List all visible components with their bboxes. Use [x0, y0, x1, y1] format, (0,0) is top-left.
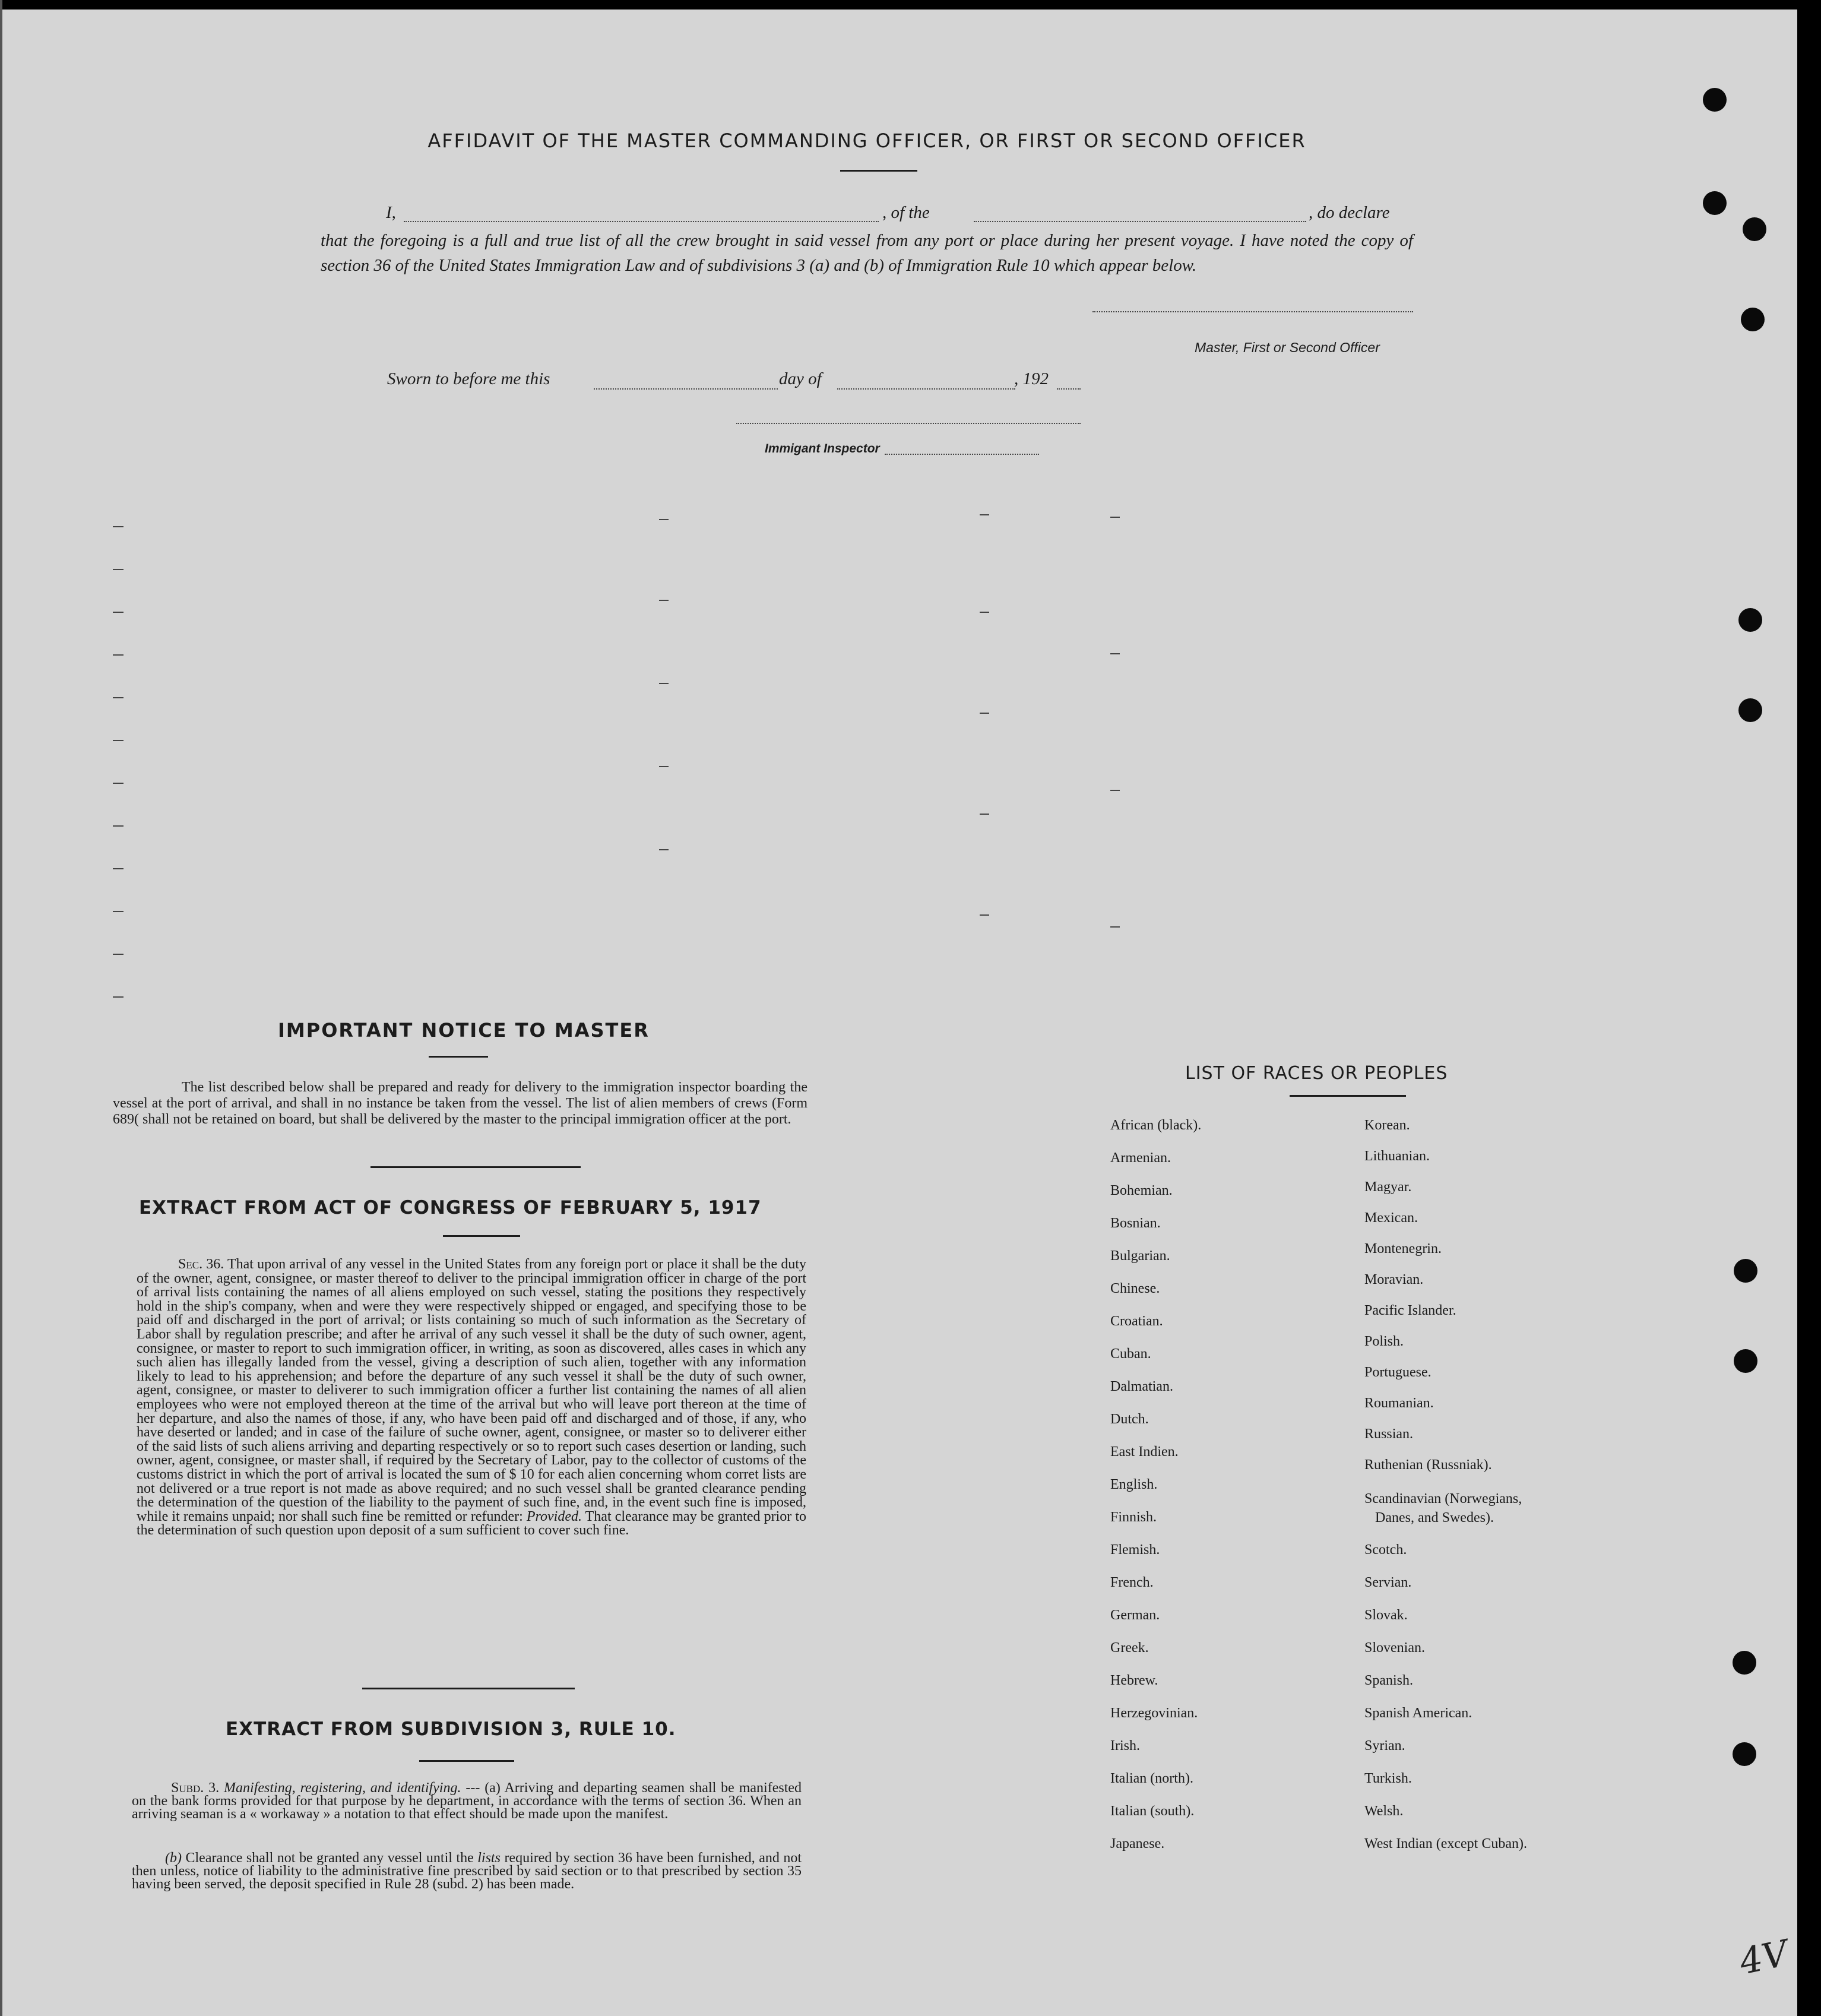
form-tick	[659, 766, 669, 767]
binder-hole	[1741, 308, 1765, 331]
binder-hole	[1703, 88, 1727, 112]
race-item: Roumanian.	[1364, 1395, 1434, 1411]
race-item: Japanese.	[1110, 1836, 1165, 1852]
race-item: Scotch.	[1364, 1542, 1407, 1558]
race-item: French.	[1110, 1575, 1154, 1590]
form-tick	[659, 600, 669, 601]
race-item: Herzegovinian.	[1110, 1705, 1198, 1721]
form-tick	[113, 783, 123, 784]
form-tick	[980, 514, 989, 515]
binder-hole	[1738, 608, 1762, 632]
race-item: Ruthenian (Russniak).	[1364, 1457, 1492, 1473]
race-item: Syrian.	[1364, 1738, 1405, 1754]
affidavit-of-the-label: , of the	[882, 203, 930, 222]
act-sec-label: Sec. 36.	[178, 1257, 224, 1272]
race-item: Russian.	[1364, 1426, 1414, 1442]
race-item: Hebrew.	[1110, 1673, 1158, 1688]
race-item: Bosnian.	[1110, 1216, 1161, 1231]
race-item: English.	[1110, 1477, 1158, 1492]
act-extract-title: EXTRACT FROM ACT OF CONGRESS OF FEBRUARY 5, 1917	[139, 1197, 762, 1219]
notice-divider	[370, 1166, 581, 1168]
inspector-blank-2[interactable]	[885, 454, 1039, 455]
subd-a-text: --- (a) Arriving and departing seamen shall be manifested on the bank forms provided for that purpose by he department, in accordance with the terms of section 36. When an arriving seaman is a « workaway » a notation to that effect should be made upon the manifest.	[132, 1780, 802, 1822]
race-item: Spanish American.	[1364, 1705, 1472, 1721]
form-tick	[980, 914, 989, 916]
race-item: Italian (north).	[1110, 1771, 1193, 1786]
subd-b-text-2: required by section 36 have been furnished, and not then unless, notice of liability to the administrative fine prescribed by said section or to that prescribed by section 35 having been served, the deposit specified in Rule 28 (subd. 2) has been made.	[132, 1850, 802, 1892]
race-item: Lithuanian.	[1364, 1148, 1430, 1164]
race-item: Magyar.	[1364, 1179, 1412, 1195]
day-of-label: day of	[779, 369, 822, 388]
act-extract-divider	[362, 1688, 575, 1689]
race-item: Irish.	[1110, 1738, 1140, 1754]
race-item: Flemish.	[1110, 1542, 1160, 1558]
master-signature-blank[interactable]	[1092, 311, 1413, 312]
form-tick	[1110, 790, 1120, 791]
rule-extract-title: EXTRACT FROM SUBDIVISION 3, RULE 10.	[226, 1718, 676, 1740]
sworn-label: Sworn to before me this	[387, 369, 550, 388]
title-underline	[840, 170, 917, 172]
race-item: Spanish.	[1364, 1673, 1414, 1688]
sworn-year-blank[interactable]	[1057, 388, 1081, 390]
race-item: Korean.	[1364, 1118, 1410, 1133]
affidavit-title: AFFIDAVIT OF THE MASTER COMMANDING OFFICER, OR FIRST OR SECOND OFFICER	[427, 129, 1306, 152]
sworn-month-blank[interactable]	[837, 388, 1015, 390]
races-underline	[1290, 1095, 1406, 1097]
form-tick	[113, 569, 123, 570]
form-tick	[113, 996, 123, 998]
race-item: Slovenian.	[1364, 1640, 1425, 1656]
scan-border-right	[1797, 0, 1821, 2016]
race-item: Welsh.	[1364, 1803, 1404, 1819]
race-item: Finnish.	[1110, 1509, 1157, 1525]
act-body-text: That upon arrival of any vessel in the United States from any foreign port or place it shall be the duty of the owner, agent, consignee, or master thereof to deliver to the principal immigration officer in charge of the port of arrival lists containing the names of all aliens employed on such vessel, stating the positions they respectively hold in the ship's company, when and were they were respectively shipped or engaged, and specifying those to be paid off and discharged in the port of arrival; or lists containing so much of such information as the Secretary of Labor shall by regulation prescribe; and after he arrival of any such vessel it shall be the duty of such owner, agent, consignee, or master to report to such immigration officer, in writing, as soon as discovered, alles cases in which any such alien has illegally landed from the vessel, giving a description of such alien, together with any information likely to lead to his apprehension; and before the departure of any such vessel it shall be the duty of such owner, agent, consignee, or master to deliverer to such immigration officer a further list containing the names of all alien employees who were not employed thereon at the time of the arrival but who will leave port thereon at the time of her departure, and also the names of those, if any, who have been paid off and discharged and of those, if any, who have deserted or landed; and in case of the failure of suche owner, agent, consignee, or master so to deliverer either of the said lists of such aliens arriving and departing respectively or so to report such cases desertion or landing, such owner, agent, consignee, or master shall, if required by the Secretary of Labor, pay to the collector of customs of the customs district in which the port of arrival is located the sum of $ 10 for each alien concerning whom corret lists are not delivered or a true report is not made as above required; and no such vessel shall be granted clearance pending the determination of the question of the liability to the payment of such fine, and, in the event such fine is imposed, while it remains unpaid; nor shall such fine be remitted or refunder:	[137, 1257, 806, 1524]
binder-hole	[1738, 698, 1762, 722]
race-item: Bulgarian.	[1110, 1248, 1170, 1264]
form-tick	[113, 868, 123, 869]
form-tick	[980, 713, 989, 714]
notice-title: IMPORTANT NOTICE TO MASTER	[278, 1019, 650, 1042]
subd-b-text-1: Clearance shall not be granted any vessel until the	[185, 1850, 474, 1866]
race-item: Mexican.	[1364, 1210, 1418, 1226]
race-item: Italian (south).	[1110, 1803, 1195, 1819]
binder-hole	[1743, 217, 1766, 241]
form-tick	[113, 526, 123, 527]
inspector-signature-blank[interactable]	[736, 423, 1081, 424]
race-item: Dalmatian.	[1110, 1379, 1173, 1394]
vessel-blank[interactable]	[974, 221, 1306, 222]
subd-b-lists: lists	[477, 1850, 501, 1866]
race-item: West Indian (except Cuban).	[1364, 1836, 1527, 1852]
race-item: Servian.	[1364, 1575, 1412, 1590]
master-signature-label: Master, First or Second Officer	[1195, 340, 1380, 355]
race-item: Cuban.	[1110, 1346, 1151, 1362]
scan-border-top	[0, 0, 1821, 10]
form-tick	[1110, 653, 1120, 654]
binder-hole	[1734, 1349, 1757, 1373]
subd-label: Subd. 3.	[171, 1780, 220, 1796]
races-title: LIST OF RACES OR PEOPLES	[1185, 1063, 1448, 1084]
inspector-label: Immigant Inspector	[765, 442, 880, 455]
form-tick	[113, 740, 123, 741]
notice-text: The list described below shall be prepared and ready for delivery to the immigration inspector boarding the vessel at the port of arrival, and shall in no instance be taken from the vessel. The list of alien members of crews (Form 689( shall not be retained on board, but shall be delivered by the master to the principal immigration officer at the port.	[113, 1080, 807, 1127]
rule-extract-underline	[419, 1760, 514, 1762]
form-tick	[659, 519, 669, 520]
race-item: Bohemian.	[1110, 1183, 1173, 1198]
name-blank[interactable]	[404, 221, 879, 222]
race-item: Chinese.	[1110, 1281, 1160, 1296]
binder-hole	[1703, 191, 1727, 215]
race-item: Armenian.	[1110, 1150, 1171, 1166]
race-item: Scandinavian (Norwegians, Danes, and Swedes).	[1364, 1491, 1522, 1526]
race-item: African (black).	[1110, 1118, 1202, 1133]
race-item: Pacific Islander.	[1364, 1303, 1456, 1318]
race-item: German.	[1110, 1607, 1160, 1623]
race-item: Portuguese.	[1364, 1365, 1432, 1380]
binder-hole	[1733, 1651, 1756, 1675]
sworn-day-blank[interactable]	[594, 388, 778, 390]
affidavit-declare-label: , do declare	[1309, 203, 1390, 222]
notice-underline	[429, 1056, 488, 1058]
binder-hole	[1733, 1742, 1756, 1766]
form-tick	[113, 654, 123, 656]
form-tick	[1110, 517, 1120, 518]
form-tick	[980, 612, 989, 613]
handwritten-mark: 4V	[1736, 1932, 1792, 1983]
year-label: , 192	[1014, 369, 1049, 388]
form-tick	[113, 911, 123, 912]
affidavit-i-label: I,	[386, 203, 396, 222]
form-tick	[980, 814, 989, 815]
form-tick	[659, 683, 669, 684]
race-item: Slovak.	[1364, 1607, 1408, 1623]
form-tick	[113, 612, 123, 613]
affidavit-text: that the foregoing is a full and true list of all the crew brought in said vessel from any port or place during her present voyage. I have noted the copy of section 36 of the United States Immigration Law and of subdivisions 3 (a) and (b) of Immigration Rule 10 which appear below.	[321, 231, 1413, 275]
form-tick	[113, 697, 123, 698]
act-provided-label: Provided.	[526, 1508, 582, 1524]
scan-border-left	[0, 0, 2, 2016]
rule-extract-b	[132, 1852, 802, 1891]
race-item: Polish.	[1364, 1334, 1404, 1349]
form-tick	[113, 954, 123, 955]
rule-extract-a	[132, 1781, 802, 1821]
race-item: Moravian.	[1364, 1272, 1424, 1287]
form-tick	[659, 849, 669, 850]
race-item: Dutch.	[1110, 1411, 1149, 1427]
race-item: Croatian.	[1110, 1314, 1163, 1329]
form-tick	[113, 825, 123, 827]
race-item: East Indien.	[1110, 1444, 1179, 1460]
race-item: Greek.	[1110, 1640, 1149, 1656]
act-extract-underline	[443, 1235, 520, 1237]
act-extract-text	[137, 1258, 806, 1538]
binder-hole	[1734, 1259, 1757, 1283]
subd-b-label: (b)	[165, 1850, 182, 1866]
race-item: Turkish.	[1364, 1771, 1412, 1786]
race-item: Montenegrin.	[1364, 1241, 1442, 1257]
form-tick	[1110, 926, 1120, 928]
subd-heading: Manifesting, registering, and identifying.	[224, 1780, 461, 1796]
act-body-end-text: That clearance may be granted prior to the determination of such question upon deposit of a sum sufficient to cover such fine.	[137, 1508, 806, 1539]
